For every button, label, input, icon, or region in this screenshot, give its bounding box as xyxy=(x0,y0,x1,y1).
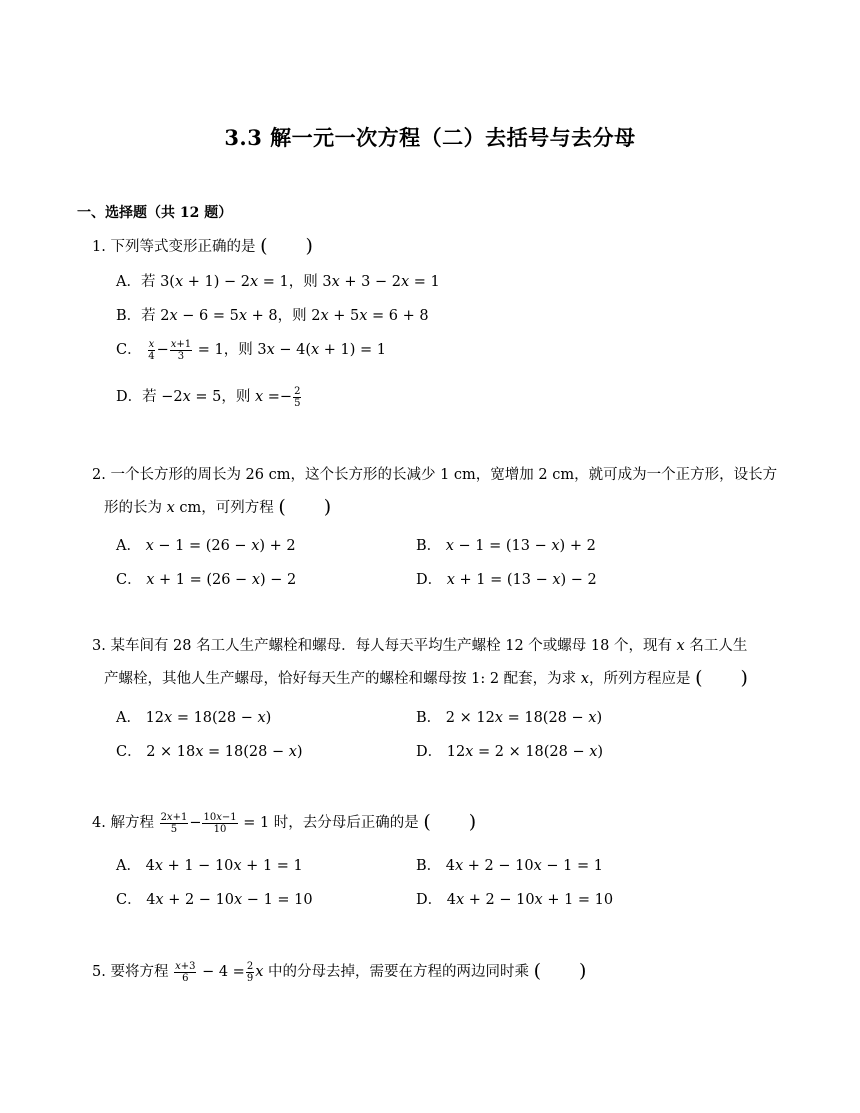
question-4-option-d: D． 4𝑥 + 2 − 10𝑥 + 1 = 10 xyxy=(416,892,614,908)
fraction: $\frac{\text{2𝑥+1}}{5}$ xyxy=(160,811,188,835)
question-2-option-a: A． 𝑥 − 1 = (26 − 𝑥) + 2 xyxy=(116,538,296,554)
question-3-option-c: C． 2 × 18𝑥 = 18(28 − 𝑥) xyxy=(116,744,303,760)
question-1-option-d: D．若 −2𝑥 = 5，则 𝑥 =− $\frac{2}{5}$ xyxy=(116,385,301,409)
question-3-line-1: 3. 某车间有 28 名工人生产螺栓和螺母．每人每天平均生产螺栓 12 个或螺母 18 个，现有 𝑥 名工人生 xyxy=(92,638,748,654)
question-2-line-2: 形的长为 𝑥 cm，可列方程 ( ) xyxy=(104,496,332,518)
answer-blank: ( ) xyxy=(260,235,313,257)
fraction: $\frac{\text{𝑥}}{4}$ xyxy=(148,338,155,362)
question-2-option-b: B． 𝑥 − 1 = (13 − 𝑥) + 2 xyxy=(416,538,596,554)
question-3-option-a: A． 12𝑥 = 18(28 − 𝑥) xyxy=(116,710,272,726)
fraction: $\frac{2}{9}$ xyxy=(246,960,254,984)
answer-blank: ( ) xyxy=(533,960,587,982)
question-4-option-a: A． 4𝑥 + 1 − 10𝑥 + 1 = 1 xyxy=(116,858,303,874)
question-3-line-2: 产螺栓，其他人生产螺母，恰好每天生产的螺栓和螺母按 1: 2 配套，为求 𝑥，所列方程应是 ( ) xyxy=(104,667,748,689)
question-1-option-c: C． $\frac{\text{𝑥}}{4}$ − $\frac{\text{𝑥+1}}{3}$ = 1，则 3𝑥 − 4(𝑥 + 1) = 1 xyxy=(116,338,387,362)
answer-blank: ( ) xyxy=(278,496,332,518)
question-3-stem xyxy=(92,630,792,695)
question-3-option-d: D． 12𝑥 = 2 × 18(28 − 𝑥) xyxy=(416,744,604,760)
section-heading: 一、选择题（共 12 题） xyxy=(77,205,233,221)
question-1-option-b: B．若 2𝑥 − 6 = 5𝑥 + 8，则 2𝑥 + 5𝑥 = 6 + 8 xyxy=(116,308,429,324)
question-1-option-a: A．若 3(𝑥 + 1) − 2𝑥 = 1，则 3𝑥 + 3 − 2𝑥 = 1 xyxy=(116,274,440,290)
question-2-option-d: D． 𝑥 + 1 = (13 − 𝑥) − 2 xyxy=(416,572,597,588)
question-1-text: 1. 下列等式变形正确的是 xyxy=(92,239,256,255)
fraction: $\frac{\text{𝑥+3}}{6}$ xyxy=(175,960,196,984)
answer-blank: ( ) xyxy=(695,667,748,689)
question-4-option-b: B． 4𝑥 + 2 − 10𝑥 − 1 = 1 xyxy=(416,858,603,874)
question-4-option-c: C． 4𝑥 + 2 − 10𝑥 − 1 = 10 xyxy=(116,892,313,908)
page-title: 3.3 解一元一次方程（二）去括号与去分母 xyxy=(224,125,636,150)
question-2-line-1: 2. 一个长方形的周长为 26 cm，这个长方形的长减少 1 cm，宽增加 2 cm，就可成为一个正方形，设长方 xyxy=(92,467,778,483)
question-2-option-c: C． 𝑥 + 1 = (26 − 𝑥) − 2 xyxy=(116,572,297,588)
fraction: $\frac{\text{10𝑥−1}}{10}$ xyxy=(203,811,237,835)
answer-blank: ( ) xyxy=(423,811,477,833)
question-3-option-b: B． 2 × 12𝑥 = 18(28 − 𝑥) xyxy=(416,710,603,726)
fraction: $\frac{2}{5}$ xyxy=(294,385,301,409)
question-2-stem xyxy=(92,459,792,524)
question-5-stem: 5. 要将方程 $\frac{\text{𝑥+3}}{6}$ − 4 = $\frac{2}{9}$ 𝑥 中的分母去掉，需要在方程的两边同时乘 ( ) xyxy=(92,960,587,984)
question-1-stem xyxy=(92,230,792,263)
question-4-stem: 4. 解方程 $\frac{\text{2𝑥+1}}{5}$ − $\frac{\text{10𝑥−1}}{10}$ = 1 时，去分母后正确的是 ( ) xyxy=(92,811,477,835)
fraction: $\frac{\text{𝑥+1}}{3}$ xyxy=(170,338,192,362)
